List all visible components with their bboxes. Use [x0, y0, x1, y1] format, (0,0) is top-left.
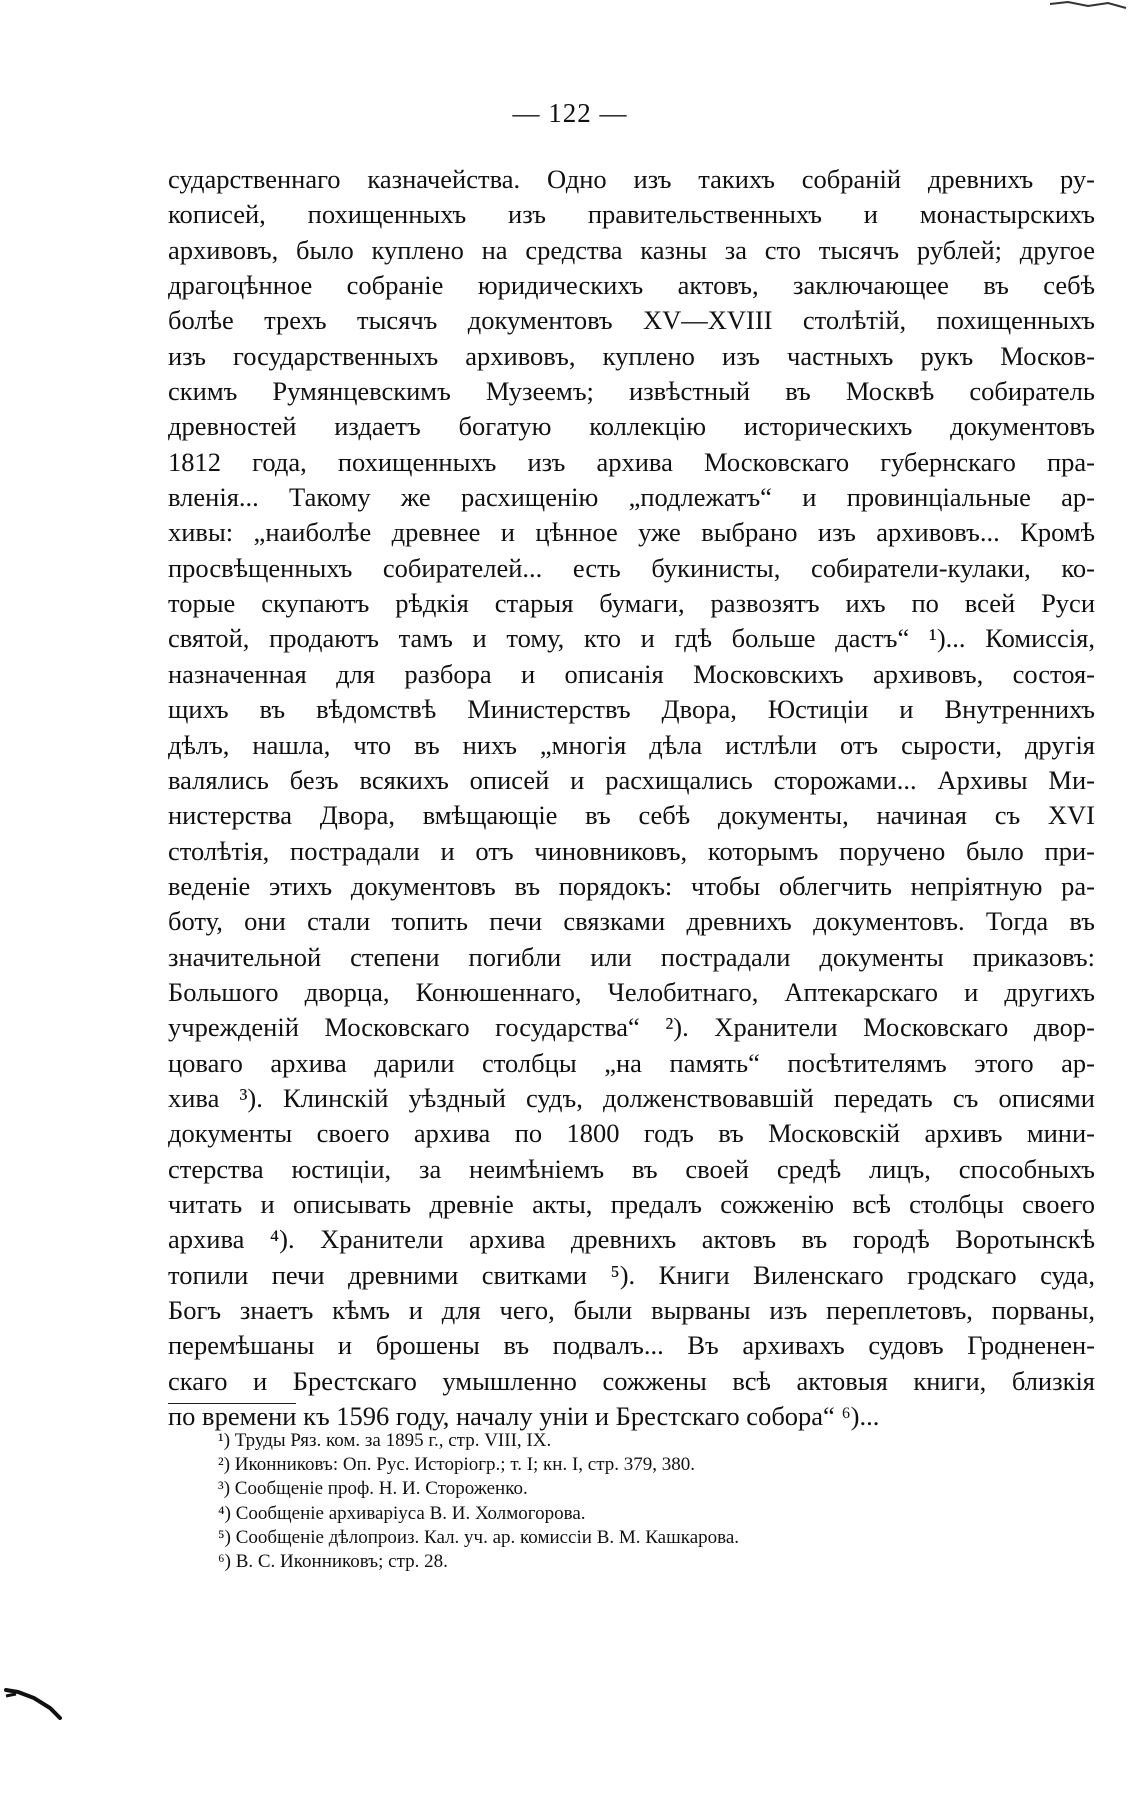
text-line: Богъ знаетъ кѣмъ и для чего, были вырваны изъ переплетовъ, порваны, [168, 1295, 1095, 1325]
footnotes [218, 1429, 1038, 1574]
body-text [168, 162, 1095, 1434]
text-line: скаго и Брестскаго умышленно сожжены всѣ актовыя книги, близкія [168, 1365, 1095, 1396]
text-line: хива ³). Клинскій уѣздный судъ, долженствовавшій передать съ описями [168, 1082, 1095, 1113]
footnote: ⁴) Сообщеніе архиваріуса В. И. Холмогорова. [218, 1502, 586, 1524]
text-line: нистерства Двора, вмѣщающіе въ себѣ документы, начиная съ XVI [168, 800, 1095, 831]
text-line: стерства юстиціи, за неимѣніемъ въ своей средѣ лицъ, способныхъ [168, 1153, 1095, 1184]
text-line: 1812 года, похищенныхъ изъ архива Московскаго губернскаго пра- [168, 446, 1095, 477]
text-line: болѣе трехъ тысячъ документовъ XV—XVIII столѣтій, похищенныхъ [168, 305, 1095, 336]
page-number: — 122 — [512, 98, 628, 128]
text-line: торые скупаютъ рѣдкія старыя бумаги, развозятъ ихъ по всей Руси [168, 588, 1095, 619]
text-line: вленія... Такому же расхищенію „подлежатъ“ и провинціальные ар- [168, 482, 1095, 513]
text-line: древностей издаетъ богатую коллекцію историческихъ документовъ [168, 411, 1095, 442]
text-line: значительной степени погибли или пострадали документы приказовъ: [168, 941, 1095, 972]
text-line: архивовъ, было куплено на средства казны за сто тысячъ рублей; другое [168, 234, 1095, 265]
scan-artifact-top [1048, 0, 1128, 12]
text-line: топили печи древними свитками ⁵). Книги Виленскаго гродскаго суда, [168, 1259, 1095, 1290]
footnote: ⁶) В. С. Иконниковъ; стр. 28. [218, 1550, 448, 1572]
text-line: по времени къ 1596 году, началу уніи и Брестскаго собора“ ⁶)... [168, 1401, 880, 1432]
footnote: ¹) Труды Ряз. ком. за 1895 г., стр. VIII, IX. [218, 1430, 552, 1451]
text-line: драгоцѣнное собраніе юридическихъ актовъ, заключающее въ себѣ [168, 270, 1095, 301]
text-line: кописей, похищенныхъ изъ правительственныхъ и монастырскихъ [168, 199, 1095, 230]
text-line: учрежденій Московскаго государства“ ²). Хранители Московскаго двор- [168, 1012, 1095, 1043]
text-line: изъ государственныхъ архивовъ, куплено изъ частныхъ рукъ Москов- [168, 340, 1095, 371]
text-line: хивы: „наиболѣе древнее и цѣнное уже выбрано изъ архивовъ... Кромѣ [168, 517, 1095, 548]
footnote: ³) Сообщеніе проф. Н. И. Стороженко. [218, 1478, 528, 1500]
text-line: документы своего архива по 1800 годъ въ Московскій архивъ мини- [168, 1118, 1095, 1149]
text-line: валялись безъ всякихъ описей и расхищались сторожами... Архивы Ми- [168, 764, 1095, 795]
text-line: дѣлъ, нашла, что въ нихъ „многія дѣла истлѣли отъ сырости, другія [168, 729, 1095, 760]
text-line: скимъ Румянцевскимъ Музеемъ; извѣстный въ Москвѣ собиратель [168, 376, 1095, 407]
text-line: веденіе этихъ документовъ въ порядокъ: чтобы облегчить непріятную ра- [168, 870, 1095, 901]
text-line: столѣтія, пострадали и отъ чиновниковъ, которымъ поручено было при- [168, 835, 1095, 866]
text-line: Большого дворца, Конюшеннаго, Челобитнаго, Аптекарскаго и другихъ [168, 976, 1095, 1007]
text-line: назначенная для разбора и описанія Московскихъ архивовъ, состоя- [168, 658, 1095, 689]
text-line: боту, они стали топить печи связками древнихъ документовъ. Тогда въ [168, 906, 1095, 937]
scan-artifact-left [4, 1680, 64, 1720]
text-line: читать и описывать древніе акты, предалъ сожженію всѣ столбцы своего [168, 1188, 1095, 1219]
text-line: щихъ въ вѣдомствѣ Министерствъ Двора, Юстиціи и Внутреннихъ [168, 694, 1095, 725]
text-line: святой, продаютъ тамъ и тому, кто и гдѣ больше дастъ“ ¹)... Комиссія, [168, 623, 1095, 654]
footnote: ⁵) Сообщеніе дѣлопроиз. Кал. уч. ар. комиссіи В. М. Кашкарова. [218, 1526, 740, 1548]
text-line: перемѣшаны и брошены въ подвалъ... Въ архивахъ судовъ Гродненен- [168, 1330, 1095, 1361]
footnote: ²) Иконниковъ: Оп. Рус. Исторіогр.; т. I; кн. I, стр. 379, 380. [218, 1454, 696, 1476]
footnote-divider [168, 1403, 296, 1405]
text-line: архива ⁴). Хранители архива древнихъ актовъ въ городѣ Воротынскѣ [168, 1224, 1095, 1255]
text-line: сударственнаго казначейства. Одно изъ такихъ собраній древнихъ ру- [168, 164, 1095, 194]
text-line: просвѣщенныхъ собирателей... есть букинисты, собиратели-кулаки, ко- [168, 552, 1095, 583]
text-line: цоваго архива дарили столбцы „на память“ посѣтителямъ этого ар- [168, 1047, 1095, 1078]
